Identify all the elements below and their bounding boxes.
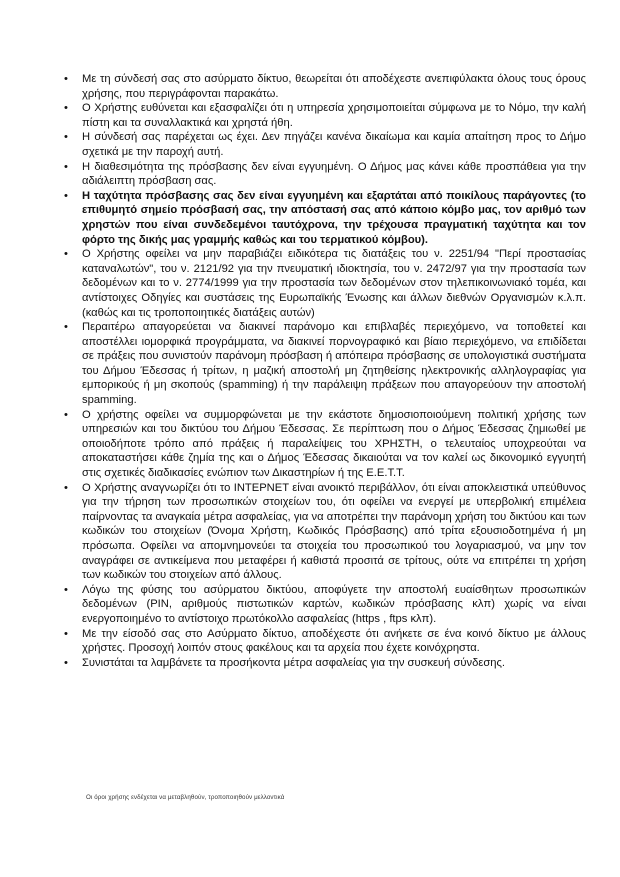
- bullet-icon: •: [64, 583, 68, 596]
- term-text: Με τη σύνδεσή σας στο ασύρματο δίκτυο, θεωρείται ότι αποδέχεστε ανεπιφύλακτα όλους τους όρους χρήσης, που περιγράφονται παρακάτω.: [82, 73, 586, 100]
- term-text: Η διαθεσιμότητα της πρόσβασης δεν είναι εγγυημένη. Ο Δήμος μας κάνει κάθε προσπάθεια για την αδιάλειπτη πρόσβαση σας.: [82, 160, 586, 188]
- bullet-icon: •: [64, 481, 68, 494]
- term-item: [64, 189, 586, 247]
- bullet-icon: •: [64, 73, 68, 85]
- term-item: [64, 656, 586, 671]
- term-item: [64, 130, 586, 159]
- term-item: [64, 101, 586, 130]
- bullet-icon: •: [64, 321, 68, 334]
- term-text: Ο χρήστης οφείλει να συμμορφώνεται με την εκάστοτε δημοσιοποιούμενη πολιτική χρήσης των υπηρεσιών και του δικτύου του Δήμου Έδεσσας. Σε περίπτωση που ο Δήμος Έδεσσας ζημιωθεί με οποιοδήποτε τρόπο από πράξεις ή παραλείψεις του ΧΡΗΣΤΗ, ο τελευταίος υποχρεούται να αποκαταστήσει κάθε ζημία της και ο Δήμος Έδεσσας δικαιούται να τον καλεί ως δικονομικό εγγυητή στις σχετικές διαδικασίες ενώπιον των Δικαστηρίων ή της Ε.Ε.Τ.Τ.: [82, 408, 586, 480]
- bullet-icon: •: [64, 627, 68, 640]
- term-text: Περαιτέρω απαγορεύεται να διακινεί παράνομο και επιβλαβές περιεχόμενο, να τοποθετεί και αποστέλλει ιομορφικά προγράμματα, να διακινεί πορνογραφικό και βίαιο περιεχόμενο, να επιδίδεται σε πράξεις που συνιστούν παράνομη πρόσβαση ή απόπειρα πρόσβασης σε υπολογιστικά συστήματα του Δήμου Έδεσσας ή τρίτων, η μαζική αποστολή μη ζητηθείσης ηλεκτρονικής αλληλογραφίας για εμπορικούς ή μη σκοπούς (spamming) ή την παράλειψη πράξεων που απαγορεύουν την αποστολή spamming.: [82, 321, 586, 407]
- term-text: Λόγω της φύσης του ασύρματου δικτύου, αποφύγετε την αποστολή ευαίσθητων προσωπικών δεδομένων (PIN, αριθμούς πιστωτικών καρτών, κωδικών πρόσβασης κλπ) χωρίς να είναι ενεργοποιημένο το αντίστοιχο πρωτόκολλο ασφαλείας (https , ftps κλπ).: [82, 583, 586, 625]
- term-item: [64, 481, 586, 583]
- bullet-icon: •: [64, 248, 68, 261]
- bullet-icon: •: [64, 102, 68, 115]
- term-text: Ο Χρήστης ευθύνεται και εξασφαλίζει ότι η υπηρεσία χρησιμοποιείται σύμφωνα με το Νόμο, την καλή πίστη και τα συναλλακτικά και χρηστά ήθη.: [82, 102, 586, 129]
- bullet-icon: •: [64, 656, 68, 669]
- term-item: [64, 583, 586, 627]
- term-item: [64, 160, 586, 189]
- term-text: Με την είσοδό σας στο Ασύρματο δίκτυο, αποδέχεστε ότι ανήκετε σε ένα κοινό δίκτυο με άλλους χρήστες. Προσοχή λοιπόν στους φακέλους και τα αρχεία που έχετε κοινόχρηστα.: [82, 627, 586, 655]
- term-item: [64, 247, 586, 320]
- bullet-icon: •: [64, 189, 68, 202]
- term-text: Ο Χρήστης οφείλει να μην παραβιάζει ειδικότερα τις διατάξεις του ν. 2251/94 "Περί προστασίας καταναλωτών", του ν. 2121/92 για την πνευματική ιδιοκτησία, του ν. 2472/97 για την προστασία των δεδομένων και το ν. 2774/1999 για την προστασία των δεδομένων στον τηλεπικοινωνιακό τομέα, και αντίστοιχες Οδηγίες και συστάσεις της Ευρωπαϊκής Ένωσης και άλλων διεθνών Οργανισμών κ.λ.π. (καθώς και τις τροποποιητικές διατάξεις αυτών): [82, 248, 586, 319]
- bullet-icon: •: [64, 160, 68, 173]
- term-text: Συνιστάται τα λαμβάνετε τα προσήκοντα μέτρα ασφαλείας για την συσκευή σύνδεσης.: [82, 656, 505, 669]
- term-item: [64, 72, 586, 101]
- term-text: Ο Χρήστης αναγνωρίζει ότι το ΙΝΤΕΡΝΕΤ είναι ανοικτό περιβάλλον, ότι είναι αποκλειστικά υπεύθυνος για την τήρηση των προσωπικών στοιχείων του, ότι οφείλει να ενεργεί με υπερβολική επιμέλεια παίρνοντας τα αναγκαία μέτρα ασφαλείας, για να αποτρέπει την παράνομη χρήση του δικτύου και των κωδικών του στοιχείων (Όνομα Χρήστη, Κωδικός Πρόσβασης) από τρίτα εξουσιοδοτημένα ή μη πρόσωπα. Οφείλει να απομνημονεύει τα στοιχεία του προσωπικού του λογαριασμού, να μην τον αναγράφει σε αντικείμενα που μεταφέρει ή καθιστά προσιτά σε τρίτους, ούτε να επιτρέπει τη χρήση των κωδικών του στοιχείων από άλλους.: [82, 481, 586, 582]
- terms-list: [64, 72, 586, 670]
- term-item: [64, 320, 586, 408]
- footer-note: Οι όροι χρήσης ενδέχεται να μεταβληθούν, τροποποιηθούν μελλοντικά: [86, 794, 285, 801]
- term-item: [64, 408, 586, 481]
- bullet-icon: •: [64, 131, 68, 144]
- term-item: [64, 627, 586, 656]
- term-text: Η σύνδεσή σας παρέχεται ως έχει. Δεν πηγάζει κανένα δικαίωμα και καμία απαίτηση προς το Δήμο σχετικά με την παροχή αυτή.: [82, 131, 586, 158]
- bullet-icon: •: [64, 408, 68, 421]
- term-text: Η ταχύτητα πρόσβασης σας δεν είναι εγγυημένη και εξαρτάται από ποικίλους παράγοντες (το επιθυμητό σημείο πρόσβασή σας, την απόστασή σας από κάποιο κόμβο μας, τον αριθμό των χρηστών που είναι συνδεδεμένοι ταυτόχρονα, την τρέχουσα πραγματική ταχύτητα και τον φόρτο της δικής μας γραμμής καθώς και του τερματικού κόμβου).: [82, 189, 586, 246]
